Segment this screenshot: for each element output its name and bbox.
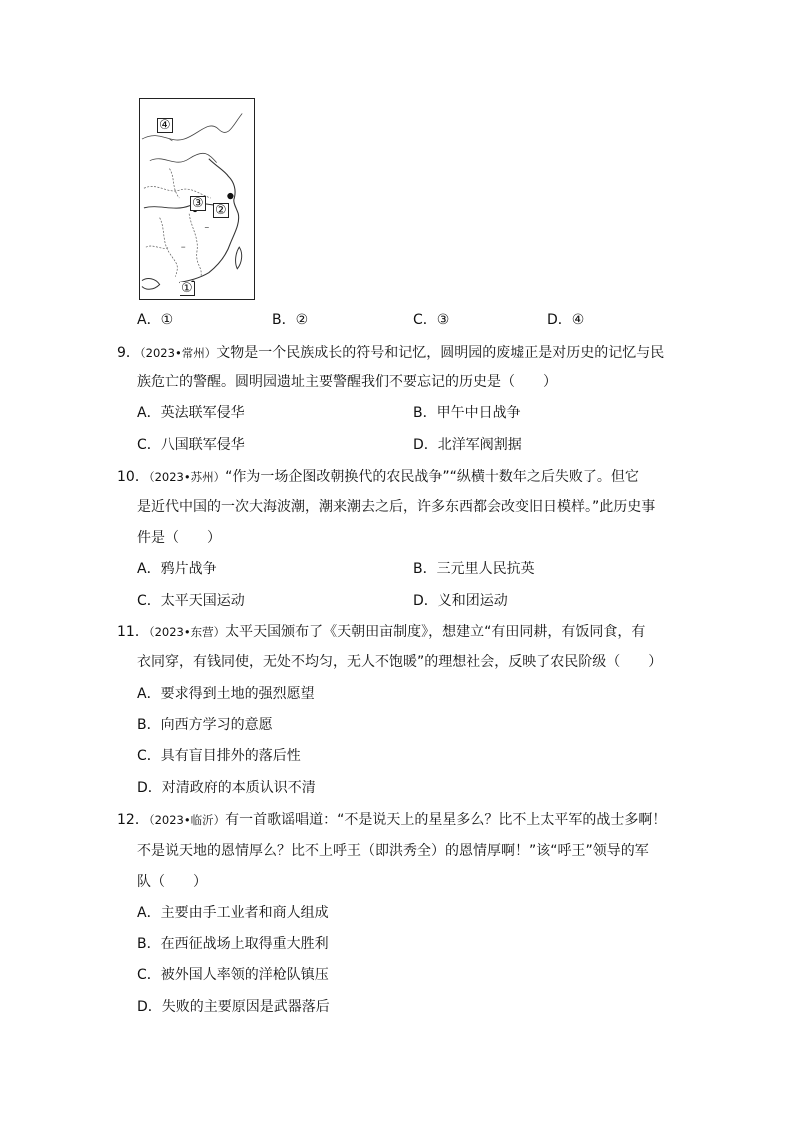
q11-option-a[interactable] xyxy=(137,684,315,704)
option-letter: B． xyxy=(137,936,161,952)
option-text: 八国联军侵华 xyxy=(160,437,245,453)
q8-option-a[interactable] xyxy=(137,310,173,330)
q10-stem-line2: 是近代中国的一次大海波潮，潮来潮去之后，许多东西都会改变旧日模样。”此历史事 xyxy=(137,499,656,515)
q10-stem-line1 xyxy=(117,467,639,487)
question-number: 11． xyxy=(117,624,149,640)
option-letter: A． xyxy=(137,905,161,921)
q12-option-c[interactable] xyxy=(137,965,329,985)
q8-option-b[interactable] xyxy=(272,310,308,330)
q9-option-a[interactable] xyxy=(137,403,245,423)
option-letter: D． xyxy=(413,593,438,609)
option-text: 义和团运动 xyxy=(437,593,508,609)
option-text: 失败的主要原因是武器落后 xyxy=(161,999,330,1015)
option-letter: A． xyxy=(137,312,161,328)
option-letter: C． xyxy=(137,748,161,764)
option-text: 在西征战场上取得重大胜利 xyxy=(160,936,329,952)
option-text: ④ xyxy=(571,312,585,328)
question-number: 9． xyxy=(117,345,140,361)
map-label-1: ① xyxy=(181,281,193,296)
q11-option-b[interactable] xyxy=(137,715,273,735)
option-letter: D． xyxy=(137,999,162,1015)
question-source: （2023•常州） xyxy=(139,346,217,360)
map-label-2: ② xyxy=(215,203,227,218)
option-text: 被外国人率领的洋枪队镇压 xyxy=(160,967,329,983)
option-text: 三元里人民抗英 xyxy=(436,561,535,577)
map-label-3: ③ xyxy=(192,196,204,211)
china-map-figure xyxy=(139,98,255,300)
option-text: 具有盲目排外的落后性 xyxy=(160,748,301,764)
option-letter: C． xyxy=(137,593,161,609)
q11-option-c[interactable] xyxy=(137,746,301,766)
option-text: 甲午中日战争 xyxy=(436,405,521,421)
option-letter: A． xyxy=(137,405,161,421)
option-text: ③ xyxy=(436,312,450,328)
option-text: 向西方学习的意愿 xyxy=(160,717,273,733)
question-source: （2023•苏州） xyxy=(148,470,226,484)
question-source: （2023•临沂） xyxy=(148,813,226,827)
q12-stem-line3: 队（ ） xyxy=(137,874,207,890)
option-letter: C． xyxy=(137,437,161,453)
q8-option-d[interactable] xyxy=(547,310,584,330)
q11-stem-line1 xyxy=(117,622,645,642)
q10-option-c[interactable] xyxy=(137,591,245,611)
question-source: （2023•东营） xyxy=(148,625,226,639)
option-letter: C． xyxy=(137,967,161,983)
q12-option-b[interactable] xyxy=(137,934,329,954)
q10-option-a[interactable] xyxy=(137,559,217,579)
question-text: “作为一场企图改朝换代的农民战争”“纵横十数年之后失败了。但它 xyxy=(225,469,639,485)
q8-option-c[interactable] xyxy=(413,310,449,330)
option-letter: B． xyxy=(272,312,296,328)
q10-option-d[interactable] xyxy=(413,591,508,611)
q12-stem-line1 xyxy=(117,810,666,830)
option-letter: B． xyxy=(413,405,437,421)
option-text: ② xyxy=(295,312,309,328)
q12-option-a[interactable] xyxy=(137,903,329,923)
option-text: ① xyxy=(160,312,174,328)
question-text: 有一首歌谣唱道：“不是说天上的星星多么？比不上太平军的战士多啊！ xyxy=(225,812,667,828)
option-letter: D． xyxy=(413,437,438,453)
map-label-4: ④ xyxy=(159,118,171,133)
question-text: 太平天国颁布了《天朝田亩制度》，想建立“有田同耕，有饭同食，有 xyxy=(225,624,646,640)
q10-option-b[interactable] xyxy=(413,559,535,579)
option-text: 对清政府的本质认识不清 xyxy=(161,780,316,796)
q11-stem-line2: 衣同穿，有钱同使，无处不均匀，无人不饱暖”的理想社会，反映了农民阶级（ ） xyxy=(137,654,663,670)
option-text: 鸦片战争 xyxy=(160,561,217,577)
q9-stem-line2: 族危亡的警醒。圆明园遗址主要警醒我们不要忘记的历史是（ ） xyxy=(137,374,557,390)
option-text: 要求得到土地的强烈愿望 xyxy=(160,686,315,702)
q11-option-d[interactable] xyxy=(137,778,316,798)
option-letter: A． xyxy=(137,561,161,577)
option-letter: B． xyxy=(137,717,161,733)
q9-option-d[interactable] xyxy=(413,435,522,455)
option-letter: D． xyxy=(547,312,572,328)
option-text: 英法联军侵华 xyxy=(160,405,245,421)
q12-option-d[interactable] xyxy=(137,997,330,1017)
option-text: 主要由手工业者和商人组成 xyxy=(160,905,329,921)
option-text: 北洋军阀割据 xyxy=(437,437,522,453)
q12-stem-line2: 不是说天地的恩情厚么？比不上呼王（即洪秀全）的恩情厚啊！”该“呼王”领导的军 xyxy=(137,843,649,859)
option-letter: C． xyxy=(413,312,437,328)
option-letter: B． xyxy=(413,561,437,577)
option-letter: A． xyxy=(137,686,161,702)
q10-stem-line3: 件是（ ） xyxy=(137,530,221,546)
q9-option-b[interactable] xyxy=(413,403,521,423)
option-text: 太平天国运动 xyxy=(160,593,245,609)
question-text: 文物是一个民族成长的符号和记忆，圆明园的废墟正是对历史的记忆与民 xyxy=(216,345,665,361)
q9-option-c[interactable] xyxy=(137,435,245,455)
question-number: 10． xyxy=(117,469,149,485)
q9-stem-line1 xyxy=(117,343,664,363)
question-number: 12． xyxy=(117,812,149,828)
option-letter: D． xyxy=(137,780,162,796)
